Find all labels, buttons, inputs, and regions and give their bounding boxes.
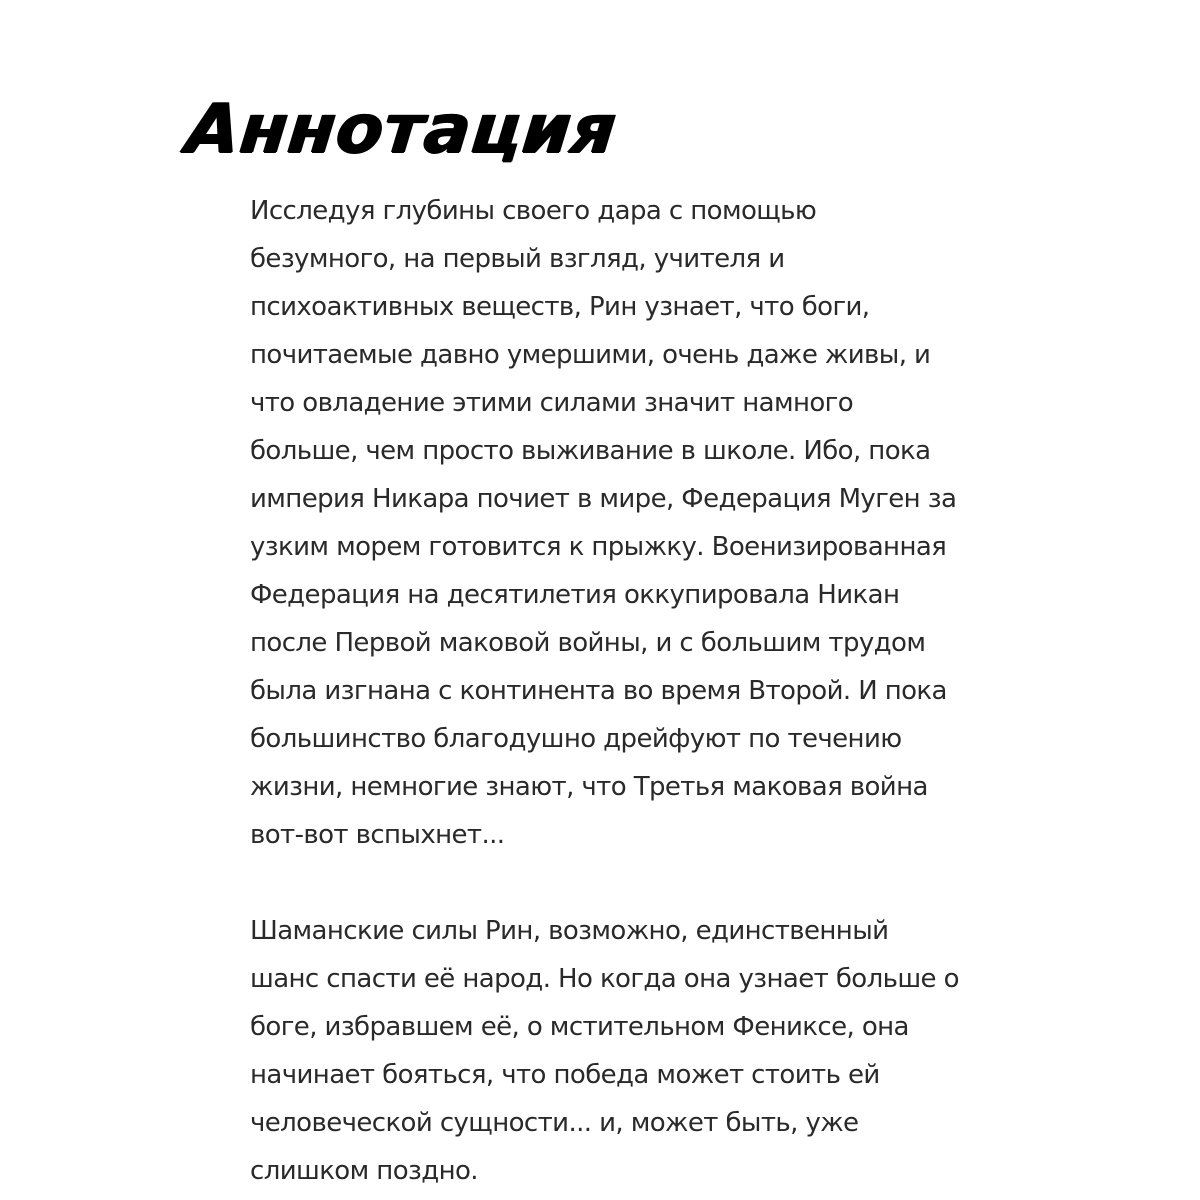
text-line: психоактивных веществ, Рин узнает, что боги, xyxy=(250,292,870,322)
text-line: была изгнана с континента во время Второй. И пока xyxy=(250,676,947,706)
paragraph-spacer xyxy=(250,859,1050,907)
paragraph-1 xyxy=(250,187,1050,859)
text-line: вот-вот вспыхнет... xyxy=(250,820,505,850)
text-line: после Первой маковой войны, и с большим трудом xyxy=(250,628,926,658)
text-line: почитаемые давно умершими, очень даже живы, и xyxy=(250,340,931,370)
annotation-text xyxy=(250,187,1050,1195)
text-line: большинство благодушно дрейфуют по течению xyxy=(250,724,902,754)
text-line: империя Никара почиет в мире, Федерация Муген за xyxy=(250,484,957,514)
text-line: боге, избравшем её, о мстительном Фениксе, она xyxy=(250,1012,909,1042)
text-line: Федерация на десятилетия оккупировала Никан xyxy=(250,580,900,610)
text-line: человеческой сущности... и, может быть, уже xyxy=(250,1108,859,1138)
text-line: узким морем готовится к прыжку. Военизированная xyxy=(250,532,947,562)
text-line: безумного, на первый взгляд, учителя и xyxy=(250,244,785,274)
text-line: Шаманские силы Рин, возможно, единственный xyxy=(250,916,889,946)
paragraph-2 xyxy=(250,907,1050,1195)
text-line: начинает бояться, что победа может стоить ей xyxy=(250,1060,880,1090)
text-line: Исследуя глубины своего дара с помощью xyxy=(250,196,817,226)
text-line: больше, чем просто выживание в школе. Ибо, пока xyxy=(250,436,931,466)
text-line: жизни, немногие знают, что Третья маковая война xyxy=(250,772,928,802)
text-line: слишком поздно. xyxy=(250,1156,478,1186)
text-line: что овладение этими силами значит намного xyxy=(250,388,854,418)
page-title: Аннотация xyxy=(181,90,620,169)
text-line: шанс спасти её народ. Но когда она узнает больше о xyxy=(250,964,959,994)
